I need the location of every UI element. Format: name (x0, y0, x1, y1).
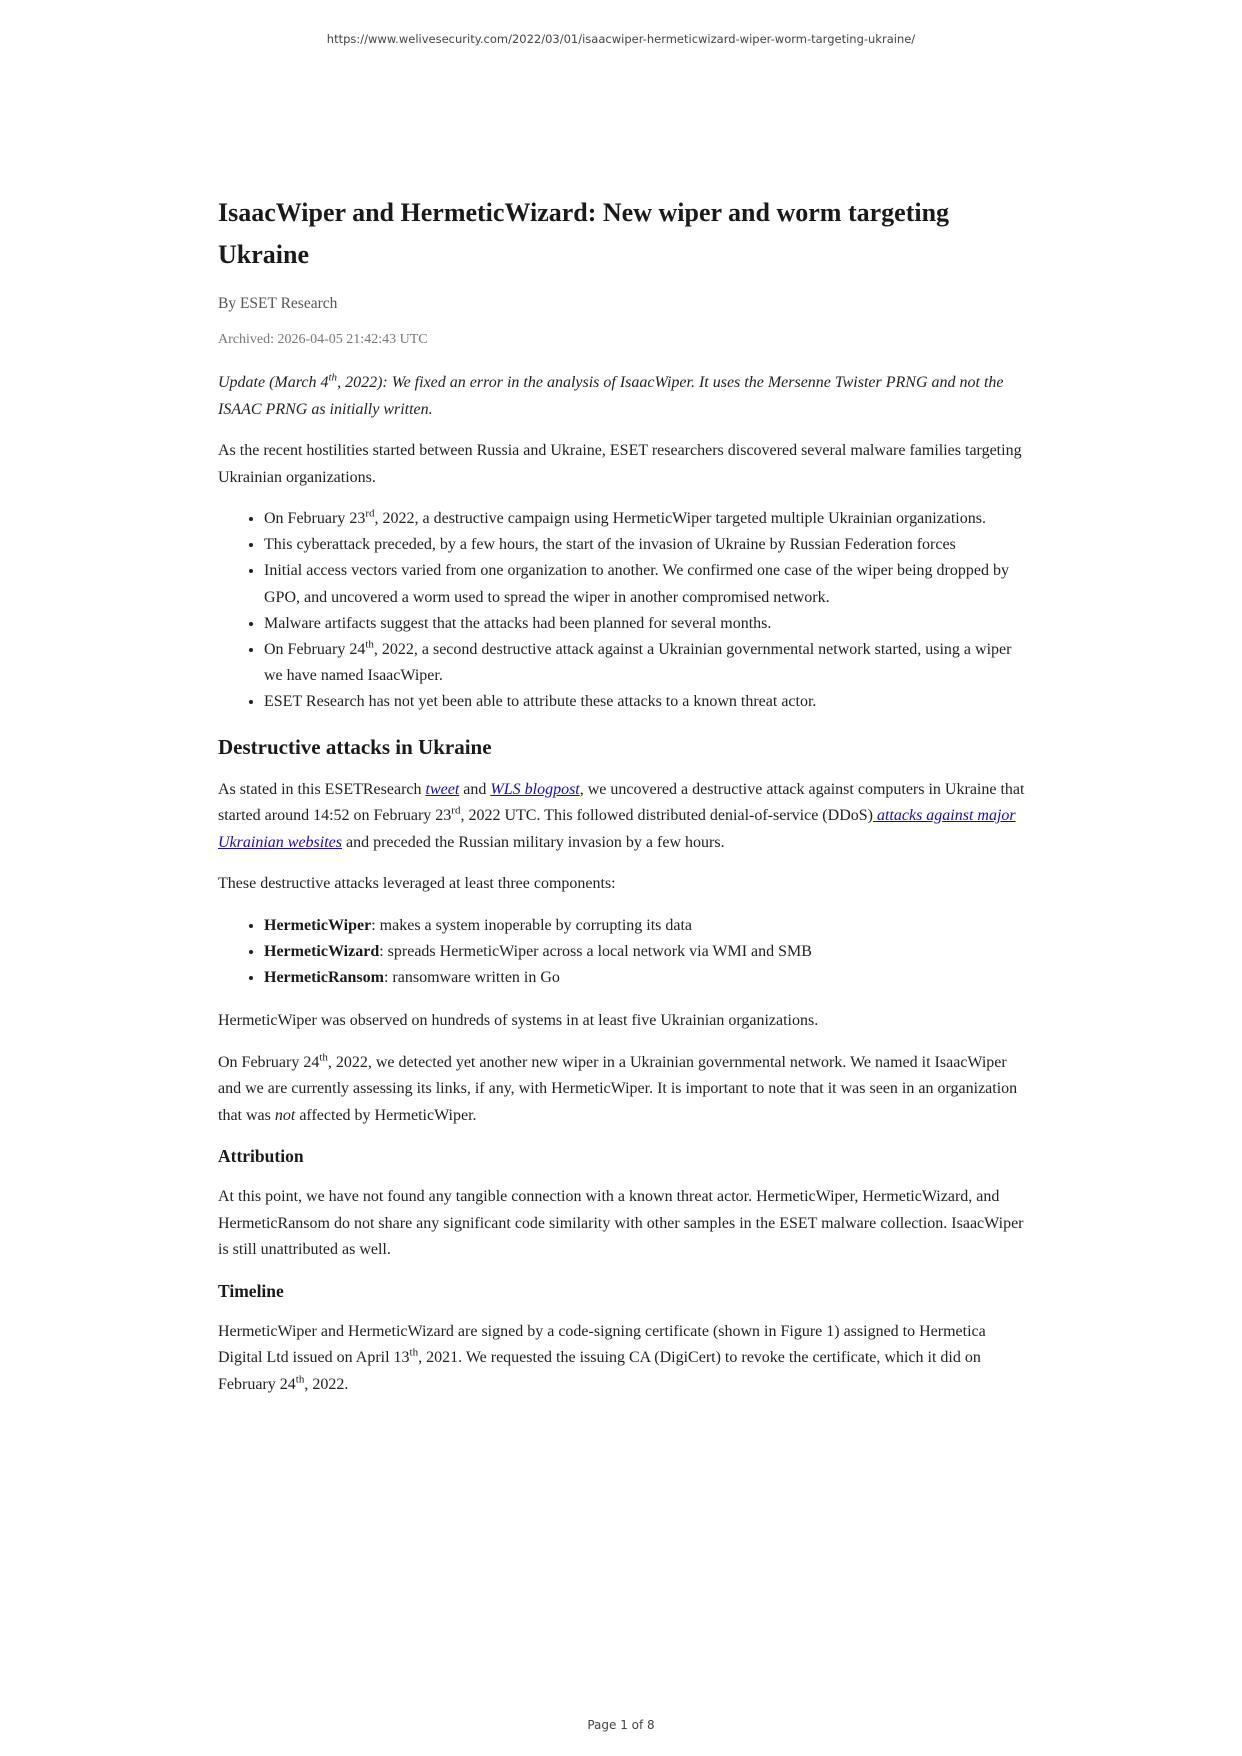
byline: By ESET Research (218, 295, 338, 312)
article-title: IsaacWiper and HermeticWizard: New wiper and worm targeting Ukraine (218, 198, 950, 269)
section-heading-timeline: Timeline (218, 1280, 284, 1301)
isaacwiper-paragraph: On February 24th, 2022, we detected yet another new wiper in a Ukrainian governmental network. We named it IsaacWiper and we are currently assessing its links, if any, with HermeticWiper. It is important to note that it was seen in an organization that was not affected by HermeticWiper. (218, 1051, 1018, 1124)
section-heading-attribution: Attribution (218, 1146, 304, 1167)
article (218, 192, 1030, 1413)
section-heading-destructive-attacks: Destructive attacks in Ukraine (218, 734, 492, 759)
components-list (218, 913, 1030, 992)
page-url: https://www.welivesecurity.com/2022/03/01/isaacwiper-hermeticwizard-wiper-worm-targeting-ukraine/ (326, 32, 916, 46)
archived-timestamp: Archived: 2026-04-05 21:42:43 UTC (218, 332, 428, 347)
wls-blogpost-link[interactable]: WLS blogpost (490, 780, 580, 798)
destructive-attacks-paragraph: As stated in this ESETResearch tweet and WLS blogpost, we uncovered a destructive attack against computers in Ukraine that started around 14:52 on February 23rd, 2022 UTC. This followed distributed denial-of-service (DDoS) attacks against major Ukrainian websites and preceded the Russian military invasion by a few hours. (218, 780, 1025, 851)
attribution-paragraph: At this point, we have not found any tangible connection with a known threat actor. HermeticWiper, HermeticWizard, and HermeticRansom do not share any significant code similarity with other samples in the ESET malware collection. IsaacWiper is still unattributed as well. (218, 1188, 1024, 1259)
list-item: • This cyberattack preceded, by a few hours, the start of the invasion of Ukraine by Russian Federation forces (264, 532, 1030, 558)
list-item: • HermeticWizard: spreads HermeticWiper across a local network via WMI and SMB (264, 939, 1030, 965)
list-item: • ESET Research has not yet been able to attribute these attacks to a known threat actor. (264, 689, 1030, 715)
hermeticwiper-observed-paragraph: HermeticWiper was observed on hundreds of systems in at least five Ukrainian organizations. (218, 1012, 819, 1030)
intro-paragraph: As the recent hostilities started between Russia and Ukraine, ESET researchers discovered several malware families targeting Ukrainian organizations. (218, 442, 1022, 486)
update-note: Update (March 4th, 2022): We fixed an error in the analysis of IsaacWiper. It uses the Mersenne Twister PRNG and not the ISAAC PRNG as initially written. (218, 371, 1004, 418)
timeline-paragraph: HermeticWiper and HermeticWizard are signed by a code-signing certificate (shown in Figure 1) assigned to Hermetica Digital Ltd issued on April 13th, 2021. We requested the issuing CA (DigiCert) to revoke the certificate, which it did on February 24th, 2022. (218, 1322, 986, 1393)
list-item: • On February 24th, 2022, a second destructive attack against a Ukrainian governmental network started, using a wiper we have named IsaacWiper. (264, 637, 1030, 689)
list-item: • HermeticWiper: makes a system inoperable by corrupting its data (264, 913, 1030, 939)
list-item: • HermeticRansom: ransomware written in Go (264, 965, 1030, 991)
ddos-attacks-link[interactable]: attacks against major Ukrainian websites (218, 807, 1016, 851)
page-number: Page 1 of 8 (587, 1718, 655, 1732)
components-intro: These destructive attacks leveraged at least three components: (218, 875, 616, 893)
list-item: • Initial access vectors varied from one organization to another. We confirmed one case of the wiper being dropped by GPO, and uncovered a worm used to spread the wiper in another compromised network. (264, 558, 1030, 610)
tweet-link[interactable]: tweet (425, 780, 460, 798)
list-item: • Malware artifacts suggest that the attacks had been planned for several months. (264, 611, 1030, 637)
list-item: • On February 23rd, 2022, a destructive campaign using HermeticWiper targeted multiple Ukrainian organizations. (264, 506, 1030, 532)
key-points-list (218, 506, 1030, 716)
